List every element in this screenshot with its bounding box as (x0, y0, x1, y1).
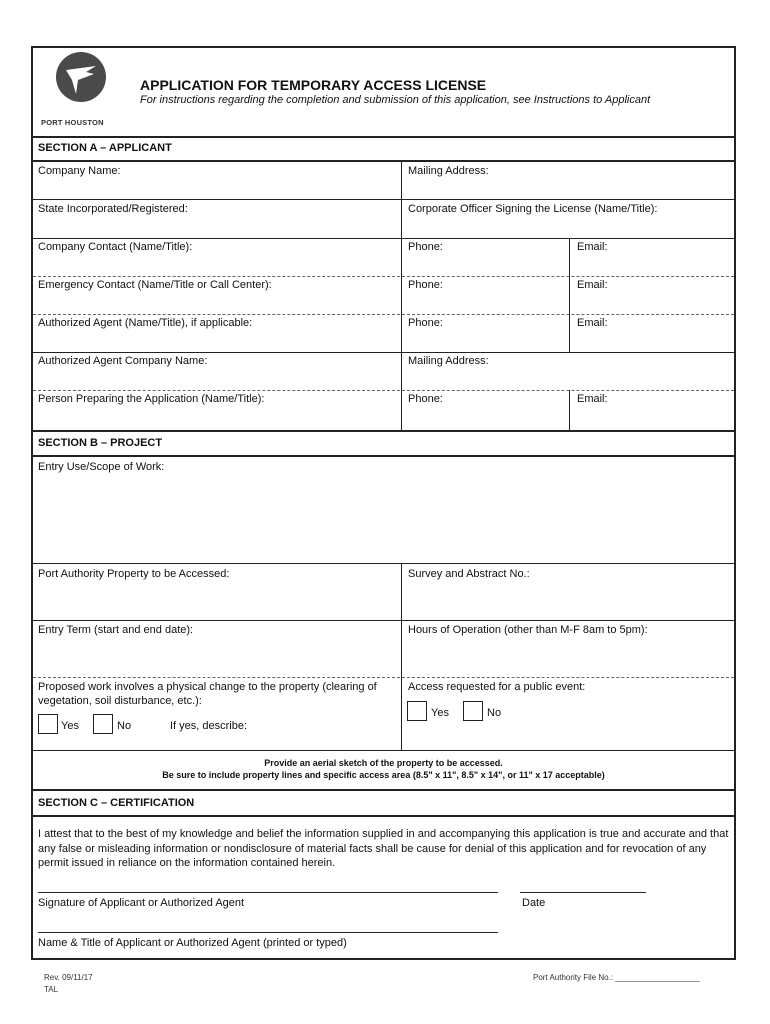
sketch-instruction-2: Be sure to include property lines and specific access area (8.5" x 11", 8.5" x 14", or 11" x 17 acceptable) (162, 770, 605, 780)
divider (33, 455, 734, 457)
no-label: No (487, 707, 502, 719)
section-c-heading: SECTION C – CERTIFICATION (38, 797, 195, 809)
divider (33, 199, 734, 200)
yes-label: Yes (431, 707, 449, 719)
emergency-contact-field[interactable]: Emergency Contact (Name/Title or Call Center): (38, 279, 272, 291)
no-label: No (117, 720, 132, 732)
date-line[interactable] (520, 892, 646, 893)
section-a-heading: SECTION A – APPLICANT (38, 142, 172, 154)
company-contact-phone-field[interactable]: Phone: (408, 241, 443, 253)
agent-mailing-address-field[interactable]: Mailing Address: (408, 355, 489, 367)
hours-field[interactable]: Hours of Operation (other than M-F 8am to 5pm): (408, 624, 648, 636)
divider (33, 430, 734, 432)
divider (33, 160, 734, 162)
form-code: TAL (44, 985, 59, 994)
port-authority-file-no[interactable]: Port Authority File No.: ___________________ (533, 973, 700, 982)
signature-label: Signature of Applicant or Authorized Agent (38, 897, 245, 909)
form-subtitle: For instructions regarding the completion and submission of this application, see Instructions to Applicant (140, 94, 651, 106)
divider (33, 352, 734, 353)
logo-text: PORT HOUSTON (41, 118, 104, 127)
divider (33, 563, 734, 564)
physical-change-yes-checkbox[interactable] (38, 714, 58, 734)
form-title: APPLICATION FOR TEMPORARY ACCESS LICENSE (140, 77, 487, 93)
preparer-email-field[interactable]: Email: (577, 393, 608, 405)
divider (33, 276, 734, 277)
divider (33, 750, 734, 751)
authorized-agent-field[interactable]: Authorized Agent (Name/Title), if applicable: (38, 317, 253, 329)
divider (33, 815, 734, 817)
entry-use-field[interactable]: Entry Use/Scope of Work: (38, 461, 165, 473)
yes-label: Yes (61, 720, 79, 732)
company-contact-email-field[interactable]: Email: (577, 241, 608, 253)
date-label: Date (522, 897, 546, 909)
public-event-no-checkbox[interactable] (463, 701, 483, 721)
corporate-officer-field[interactable]: Corporate Officer Signing the License (Name/Title): (408, 203, 658, 215)
section-b-heading: SECTION B – PROJECT (38, 437, 163, 449)
sketch-instruction-1: Provide an aerial sketch of the property to be accessed. (264, 758, 503, 768)
signature-line[interactable] (38, 892, 498, 893)
column-divider (401, 161, 402, 430)
physical-change-no-checkbox[interactable] (93, 714, 113, 734)
divider (33, 620, 734, 621)
agent-company-field[interactable]: Authorized Agent Company Name: (38, 355, 208, 367)
column-divider (569, 238, 570, 352)
port-houston-logo (38, 52, 128, 132)
logo-emblem-icon (56, 52, 106, 102)
divider (33, 789, 734, 791)
revision-date: Rev. 09/11/17 (44, 973, 93, 982)
divider (33, 314, 734, 315)
company-contact-field[interactable]: Company Contact (Name/Title): (38, 241, 193, 253)
form-frame (31, 46, 736, 960)
public-event-yes-checkbox[interactable] (407, 701, 427, 721)
mailing-address-field[interactable]: Mailing Address: (408, 165, 489, 177)
divider (33, 136, 734, 138)
emergency-phone-field[interactable]: Phone: (408, 279, 443, 291)
person-preparing-field[interactable]: Person Preparing the Application (Name/Title): (38, 393, 265, 405)
public-event-question: Access requested for a public event: (408, 681, 586, 693)
agent-email-field[interactable]: Email: (577, 317, 608, 329)
if-yes-describe-field[interactable]: If yes, describe: (170, 720, 248, 732)
state-incorporated-field[interactable]: State Incorporated/Registered: (38, 203, 188, 215)
divider (33, 238, 734, 239)
certification-statement: I attest that to the best of my knowledge and belief the information supplied in and accompanying this application is true and accurate and that any false or misleading information or nondisclosure of material facts shall be cause for denial of this application and for revocation of any permit issued in reliance on the information contained herein. (38, 828, 729, 869)
divider (33, 390, 734, 391)
company-name-field[interactable]: Company Name: (38, 165, 121, 177)
survey-field[interactable]: Survey and Abstract No.: (408, 568, 530, 580)
divider (33, 677, 734, 678)
entry-term-field[interactable]: Entry Term (start and end date): (38, 624, 194, 636)
name-title-line[interactable] (38, 932, 498, 933)
agent-phone-field[interactable]: Phone: (408, 317, 443, 329)
column-divider (569, 390, 570, 430)
property-field[interactable]: Port Authority Property to be Accessed: (38, 568, 230, 580)
preparer-phone-field[interactable]: Phone: (408, 393, 443, 405)
emergency-email-field[interactable]: Email: (577, 279, 608, 291)
physical-change-question: Proposed work involves a physical change to the property (clearing of vegetation, soil disturbance, etc.): (38, 681, 377, 707)
name-title-label: Name & Title of Applicant or Authorized Agent (printed or typed) (38, 937, 347, 949)
column-divider (401, 563, 402, 750)
